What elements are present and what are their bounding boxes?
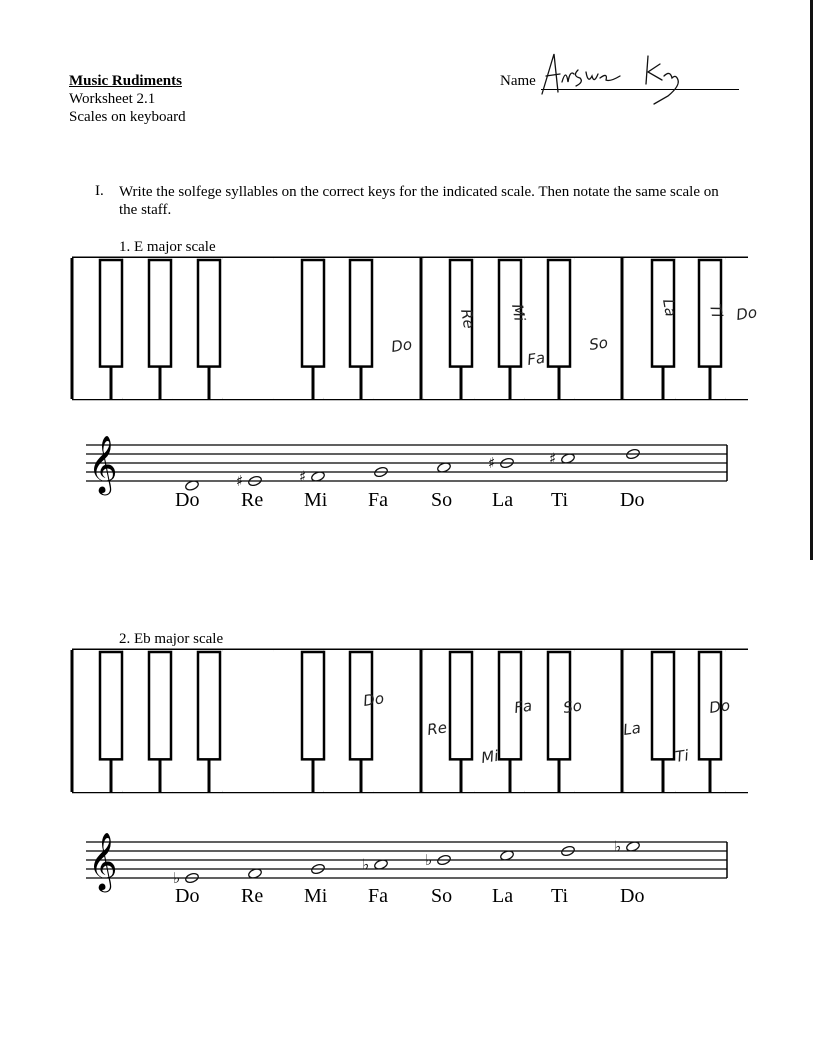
music-staff	[86, 832, 727, 893]
solfege-syllable: Re	[241, 489, 264, 511]
solfege-syllable: La	[492, 489, 514, 511]
handwritten-key-label: La	[622, 718, 642, 739]
instruction-number: I.	[95, 183, 104, 199]
handwritten-key-label: Mi	[480, 746, 500, 767]
handwritten-key-label: So	[562, 696, 584, 717]
solfege-syllable: So	[431, 885, 453, 907]
handwritten-key-label: Ti	[706, 302, 727, 319]
sharp-accidental-icon: ♯	[549, 449, 557, 468]
flat-accidental-icon: ♭	[362, 855, 370, 874]
sharp-accidental-icon: ♯	[488, 454, 496, 472]
solfege-syllable: Ti	[551, 885, 569, 907]
black-key[interactable]	[100, 652, 122, 759]
black-key[interactable]	[450, 652, 472, 759]
piano-keyboard	[72, 650, 776, 792]
handwritten-key-label: Do	[362, 689, 386, 710]
white-key[interactable]	[374, 650, 424, 792]
white-key[interactable]	[223, 650, 273, 792]
treble-clef-icon: 𝄞	[88, 435, 118, 493]
white-key[interactable]	[725, 650, 775, 792]
handwritten-key-label: Fa	[513, 696, 534, 717]
name-label: Name	[500, 73, 536, 89]
handwritten-key-label: So	[588, 333, 610, 354]
solfege-syllable: La	[492, 885, 514, 907]
black-key[interactable]	[652, 652, 674, 759]
solfege-syllable: Fa	[368, 885, 388, 907]
black-key[interactable]	[302, 652, 324, 759]
handwritten-key-label: Fa	[526, 348, 547, 369]
sharp-accidental-icon: ♯	[236, 472, 244, 490]
worksheet-subtitle: Scales on keyboard	[69, 109, 186, 125]
white-key[interactable]	[575, 650, 625, 792]
handwritten-key-label: Ti	[674, 746, 690, 766]
solfege-syllable: Ti	[551, 489, 569, 511]
handwritten-key-label: Do	[708, 696, 732, 717]
handwritten-key-label: Mi	[508, 302, 529, 323]
flat-accidental-icon: ♭	[425, 851, 433, 869]
worksheet-title: Music Rudiments	[69, 73, 182, 89]
flat-accidental-icon: ♭	[614, 837, 622, 856]
solfege-syllable: Fa	[368, 489, 388, 511]
handwritten-key-label: Do	[735, 303, 759, 324]
solfege-syllable: Do	[175, 885, 200, 907]
worksheet-number: Worksheet 2.1	[69, 91, 156, 107]
solfege-syllable: So	[431, 489, 453, 511]
treble-clef-icon: 𝄞	[88, 832, 118, 890]
solfege-syllable: Mi	[304, 885, 328, 907]
exercise-1-label: 1. E major scale	[119, 239, 216, 255]
solfege-syllable: Do	[620, 885, 645, 907]
black-key[interactable]	[198, 652, 220, 759]
sharp-accidental-icon: ♯	[299, 467, 307, 486]
black-key[interactable]	[149, 652, 171, 759]
handwritten-key-label: Do	[390, 335, 414, 356]
solfege-syllable: Mi	[304, 489, 328, 511]
handwritten-key-label: La	[659, 297, 680, 318]
instruction-text: Write the solfege syllables on the correct keys for the indicated scale. Then notate the same scale on the staff.	[119, 184, 719, 218]
exercise-2-label: 2. Eb major scale	[119, 631, 224, 647]
handwritten-key-label: Re	[457, 307, 479, 331]
solfege-syllable: Do	[620, 489, 645, 511]
flat-accidental-icon: ♭	[173, 869, 181, 887]
solfege-syllable: Do	[175, 489, 200, 511]
handwritten-key-label: Re	[426, 718, 449, 739]
solfege-syllable: Re	[241, 885, 264, 907]
